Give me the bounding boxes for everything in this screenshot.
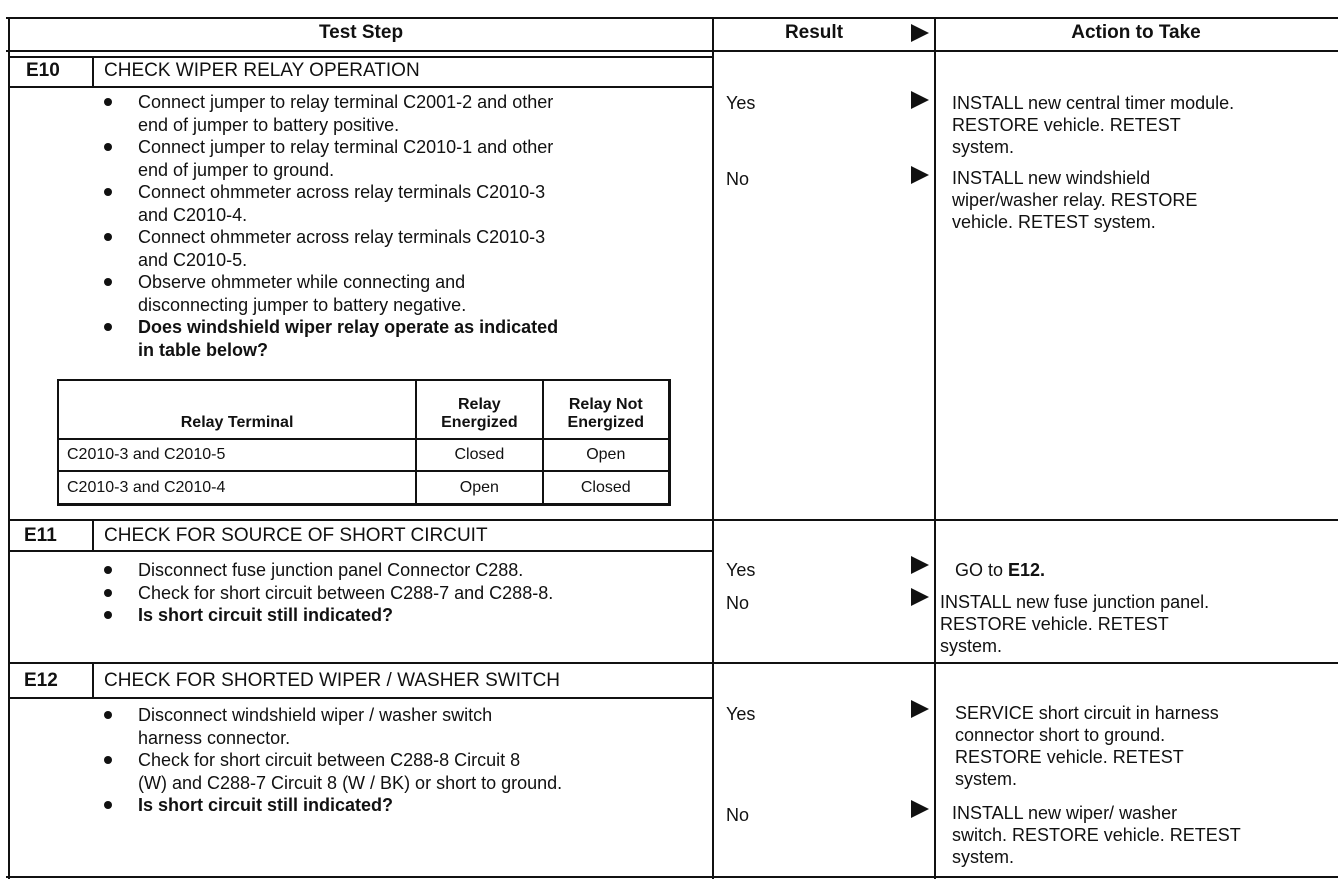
bullet-icon: [104, 233, 112, 241]
instruction-item: [100, 559, 553, 582]
step-id-e10: E10: [26, 60, 60, 81]
instruction-item: [100, 226, 558, 271]
instruction-text: Observe ohmmeter while connecting and: [138, 272, 466, 292]
action-no-e11: INSTALL new fuse junction panel. RESTORE vehicle. RETEST system.: [940, 592, 1210, 656]
action-yes-e10: INSTALL new central timer module. RESTORE vehicle. RETEST system.: [952, 93, 1235, 157]
result-no-e10: No: [726, 169, 750, 189]
header-arrow-icon: [911, 24, 929, 42]
bullet-icon: [104, 98, 112, 106]
instruction-item: [100, 794, 562, 817]
column-divider-action: [934, 17, 936, 879]
result-yes-e10: Yes: [726, 93, 756, 113]
header-bottom-border: [6, 50, 1338, 52]
instruction-text: Connect ohmmeter across relay terminals C2010-3: [138, 182, 546, 202]
relay-table-cell: Closed: [543, 471, 670, 504]
instruction-text: end of jumper to battery positive.: [138, 114, 400, 135]
instruction-text: and C2010-5.: [138, 249, 248, 270]
header-action: Action to Take: [1071, 22, 1201, 43]
relay-table-header-not-energized: Relay Not Energized: [543, 380, 670, 439]
instruction-text: end of jumper to ground.: [138, 159, 335, 180]
e12-id-divider: [92, 662, 94, 697]
instruction-text: Is short circuit still indicated?: [138, 795, 394, 815]
action-yes-e11: GO to E12.: [955, 560, 1046, 580]
e12-title-bottom: [8, 697, 712, 699]
relay-table-row: [58, 439, 670, 472]
bullet-icon: [104, 711, 112, 719]
table-left-border: [8, 17, 10, 879]
arrow-icon: [911, 800, 929, 818]
step-instructions-e11: [100, 559, 553, 627]
bullet-icon: [104, 566, 112, 574]
instruction-text: Disconnect fuse junction panel Connector C288.: [138, 560, 524, 580]
instruction-text: Disconnect windshield wiper / washer switch: [138, 705, 493, 725]
result-no-e11: No: [726, 593, 750, 613]
instruction-text: Check for short circuit between C288-8 Circuit 8: [138, 750, 521, 770]
bullet-icon: [104, 801, 112, 809]
instruction-text: Connect ohmmeter across relay terminals C2010-3: [138, 227, 546, 247]
instruction-text: (W) and C288-7 Circuit 8 (W / BK) or short to ground.: [138, 772, 563, 793]
column-divider-result: [712, 17, 714, 879]
relay-table-header-row: [58, 380, 670, 439]
step-instructions-e12: [100, 704, 562, 817]
relay-terminal-table: [57, 379, 671, 506]
arrow-icon: [911, 588, 929, 606]
instruction-text: harness connector.: [138, 727, 291, 748]
instruction-text: Is short circuit still indicated?: [138, 605, 394, 625]
instruction-item: [100, 271, 558, 316]
instruction-item: [100, 704, 562, 749]
instruction-item: [100, 136, 558, 181]
bullet-icon: [104, 278, 112, 286]
instruction-item: [100, 582, 553, 605]
arrow-icon: [911, 91, 929, 109]
instruction-item: [100, 749, 562, 794]
bullet-icon: [104, 188, 112, 196]
step-id-e12: E12: [24, 670, 58, 691]
step-title-e11: CHECK FOR SOURCE OF SHORT CIRCUIT: [104, 525, 488, 546]
relay-table-header-energized: Relay Energized: [416, 380, 542, 439]
relay-table-cell: C2010-3 and C2010-5: [58, 439, 416, 472]
action-yes-e12: SERVICE short circuit in harness connector short to ground. RESTORE vehicle. RETEST system.: [955, 703, 1219, 789]
bullet-icon: [104, 143, 112, 151]
bullet-icon: [104, 323, 112, 331]
bullet-icon: [104, 611, 112, 619]
result-no-e12: No: [726, 805, 750, 825]
instruction-text: Check for short circuit between C288-7 and C288-8.: [138, 582, 554, 603]
instruction-text: and C2010-4.: [138, 204, 248, 225]
e12-divider: [8, 662, 1338, 664]
instruction-text: disconnecting jumper to battery negative.: [138, 294, 467, 315]
table-bottom-border: [6, 876, 1338, 878]
header-test-step: Test Step: [318, 22, 404, 43]
step-id-e11: E11: [24, 525, 57, 546]
result-yes-e11: Yes: [726, 560, 756, 580]
relay-table-header-terminal: Relay Terminal: [58, 380, 416, 439]
instruction-item: [100, 604, 553, 627]
instruction-item: [100, 181, 558, 226]
table-top-border: [6, 17, 1338, 19]
arrow-icon: [911, 166, 929, 184]
result-yes-e12: Yes: [726, 704, 756, 724]
action-no-e12: INSTALL new wiper/ washer switch. RESTORE vehicle. RETEST system.: [952, 803, 1241, 867]
instruction-text: in table below?: [138, 339, 269, 360]
instruction-item: [100, 316, 558, 361]
header-result: Result: [784, 22, 844, 43]
instruction-item: [100, 91, 558, 136]
relay-table-cell: Open: [416, 471, 542, 504]
step-instructions-e10: [100, 91, 558, 361]
instruction-text: Connect jumper to relay terminal C2001-2 and other: [138, 92, 554, 112]
e11-id-divider: [92, 519, 94, 550]
relay-table-cell: Closed: [416, 439, 542, 472]
step-title-e12: CHECK FOR SHORTED WIPER / WASHER SWITCH: [104, 670, 561, 691]
action-no-e10: INSTALL new windshield wiper/washer relay. RESTORE vehicle. RETEST system.: [952, 168, 1198, 232]
instruction-text: Does windshield wiper relay operate as indicated: [138, 317, 559, 337]
relay-table-row: [58, 471, 670, 504]
bullet-icon: [104, 589, 112, 597]
e10-title-bottom: [8, 86, 712, 88]
relay-table-cell: C2010-3 and C2010-4: [58, 471, 416, 504]
arrow-icon: [911, 556, 929, 574]
bullet-icon: [104, 756, 112, 764]
step-title-e10: CHECK WIPER RELAY OPERATION: [104, 60, 420, 81]
instruction-text: Connect jumper to relay terminal C2010-1 and other: [138, 137, 554, 157]
relay-table-cell: Open: [543, 439, 670, 472]
arrow-icon: [911, 700, 929, 718]
